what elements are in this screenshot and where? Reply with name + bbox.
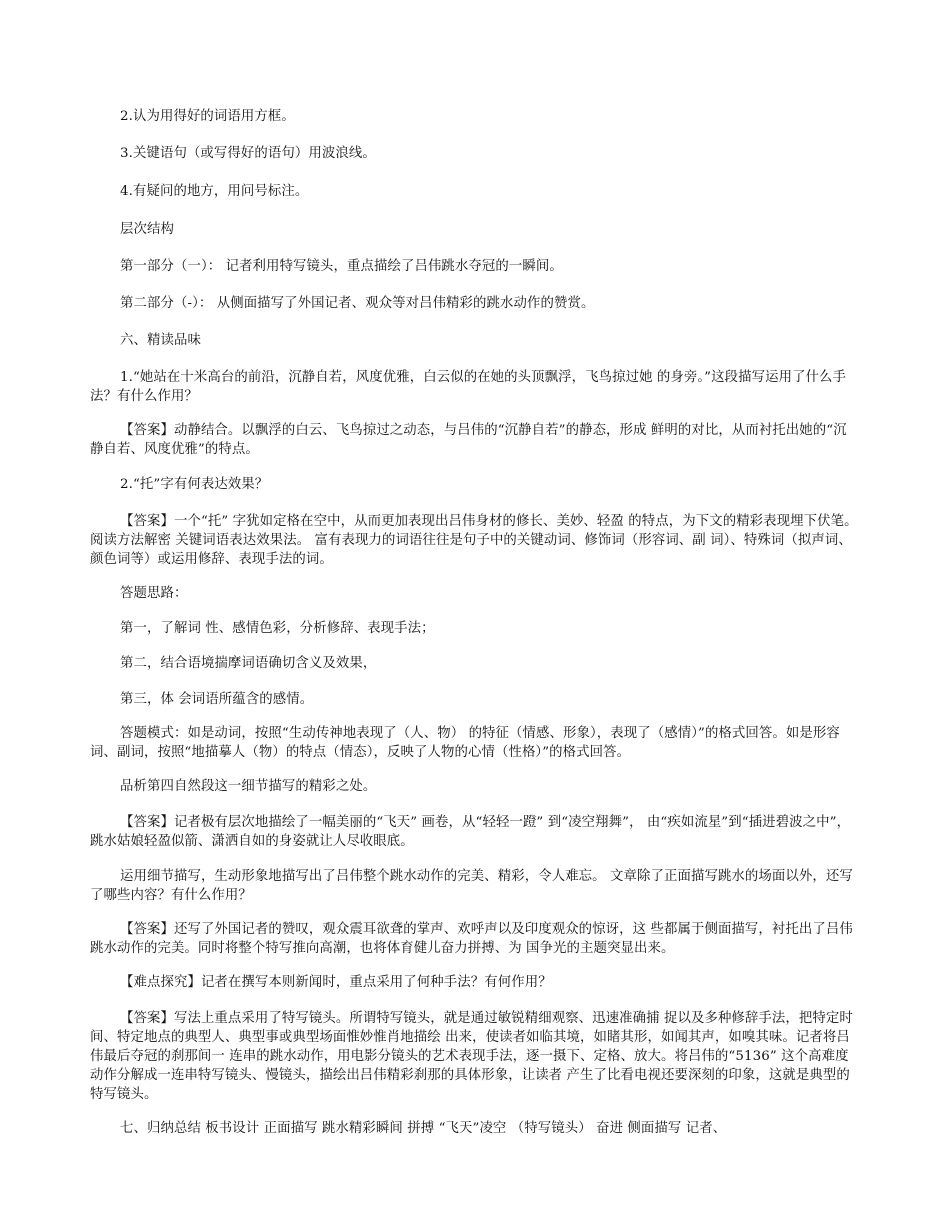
question: 品析第四自然段这一细节描写的精彩之处。	[120, 779, 377, 794]
paragraph: 4.有疑问的地方，用问号标注。	[120, 184, 309, 199]
paragraph: 运用细节描写，生动形象地描写出了吕伟整个跳水动作的完美、精彩，令人难忘。 文章除了正面描写跳水的场面以外，还写了哪些内容？有什么作用？	[90, 869, 853, 903]
section-heading: 六、精读品味	[120, 333, 201, 348]
question: 【难点探究】记者在撰写本则新闻时，重点采用了何种手法？有何作用？	[120, 975, 552, 990]
paragraph: 第二，结合语境揣摩词语确切含义及效果，	[120, 656, 377, 671]
answer: 【答案】记者极有层次地描绘了一幅美丽的“飞天” 画卷，从“轻轻一蹬” 到“凌空翔舞”， 由“疾如流星”到“插进碧波之中”，跳水姑娘轻盈似箭、潇洒自如的身姿就让人尽收眼底。	[90, 815, 851, 849]
paragraph: 答题思路：	[120, 586, 188, 601]
answer: 【答案】一个“托” 字犹如定格在空中，从而更加表现出吕伟身材的修长、美妙、轻盈 的特点，为下文的精彩表现埋下伏笔。 阅读方法解密 关键词语表达效果法。 富有表现力的词语往往是句子中的关键动词、修饰词（形容词、副 词）、特殊词（拟声词、颜色词等）或运用修辞、表现手法的词。	[90, 514, 858, 567]
answer: 【答案】动静结合。以飘浮的白云、飞鸟掠过之动态，与吕伟的“沉静自若”的静态，形成 鲜明的对比，从而衬托出她的“沉静自若、风度优雅”的特点。	[90, 423, 847, 457]
answer: 【答案】还写了外国记者的赞叹，观众震耳欲聋的掌声、欢呼声以及印度观众的惊讶，这 些都属于侧面描写，衬托出了吕伟跳水动作的完美。同时将整个特写推向高潮，也将体育健儿奋力拼搏、为 国争光的主题突显出来。	[90, 922, 853, 956]
paragraph: 2.认为用得好的词语用方框。	[120, 109, 295, 124]
section-heading: 七、归纳总结 板书设计 正面描写 跳水精彩瞬间 拼搏 “飞天”凌空 （特写镜头） 奋进 侧面描写 记者、	[120, 1121, 727, 1136]
answer: 【答案】写法上重点采用了特写镜头。所谓特写镜头，就是通过敏锐精细观察、迅速准确捕 捉以及多种修辞手法，把特定时间、特定地点的典型人、典型事或典型场面惟妙惟肖地描绘 出来，使读者如临其境，如睹其形，如闻其声，如嗅其味。记者将吕伟最后夺冠的刹那间一 连串的跳水动作，用电影分镜头的艺术表现手法，逐一摄下、定格、放大。将吕伟的“5136” 这个高难度动作分解成一连串特写镜头、慢镜头，描绘出吕伟精彩刹那的具体形象，让读者 产生了比看电视还要深刻的印象，这就是典型的特写镜头。	[90, 1011, 853, 1102]
paragraph: 答题模式：如是动词，按照“生动传神地表现了（人、物） 的特征（情感、形象），表现了（感情）”的格式回答。如是形容词、副词，按照“地描摹人（物）的特点（情态），反映了人物的心情（性格）”的格式回答。	[90, 726, 840, 760]
paragraph: 第一，了解词 性、感情色彩，分析修辞、表现手法；	[120, 621, 435, 636]
question: 1.“她站在十米高台的前沿，沉静自若，风度优雅，白云似的在她的头顶飘浮，飞鸟掠过她 的身旁。”这段描写运用了什么手法？有什么作用？	[90, 370, 847, 404]
paragraph: 第一部分（一）： 记者利用特写镜头，重点描绘了吕伟跳水夺冠的一瞬间。	[120, 259, 563, 274]
section-heading: 层次结构	[120, 222, 174, 237]
question: 2.“托”字有何表达效果？	[120, 477, 269, 492]
paragraph: 第二部分（-）： 从侧面描写了外国记者、观众等对吕伟精彩的跳水动作的赞赏。	[120, 296, 595, 311]
paragraph: 第三，体 会词语所蕴含的感情。	[120, 692, 314, 707]
paragraph: 3.关键语句（或写得好的语句）用波浪线。	[120, 146, 376, 161]
